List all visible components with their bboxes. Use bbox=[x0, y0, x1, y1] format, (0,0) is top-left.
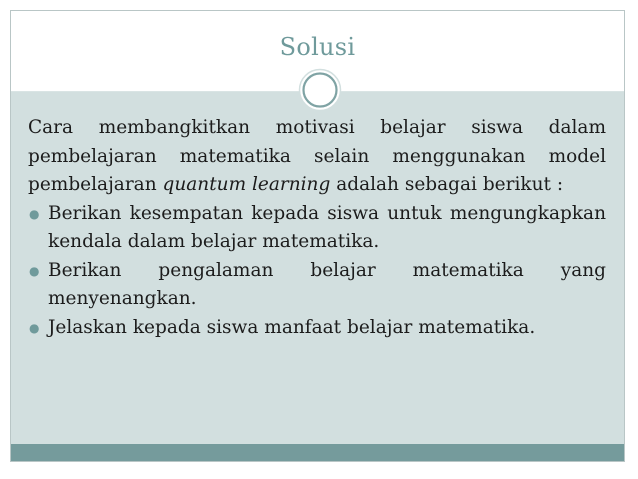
bullet-text: Berikan pengalaman belajar matematika yang menyenangkan. bbox=[48, 259, 606, 309]
intro-emphasis: quantum learning bbox=[162, 174, 331, 195]
bullet-text: Jelaskan kepada siswa manfaat belajar matematika. bbox=[48, 316, 536, 338]
bullet-text: Berikan kesempatan kepada siswa untuk mengungkapkan kendala dalam belajar matematika. bbox=[48, 202, 606, 252]
slide-title: Solusi bbox=[279, 33, 356, 61]
bullet-dot-icon: ● bbox=[29, 206, 40, 221]
slide-frame bbox=[10, 10, 625, 462]
intro-text-before: Cara membangkitkan motivasi belajar siswa dalam pembelajaran matematika selain menggunakan model pembelajaran bbox=[28, 117, 606, 195]
bullet-dot-icon: ● bbox=[29, 263, 40, 278]
bullet-dot-icon: ● bbox=[29, 320, 40, 335]
intro-text-after: adalah sebagai berikut : bbox=[330, 174, 564, 195]
